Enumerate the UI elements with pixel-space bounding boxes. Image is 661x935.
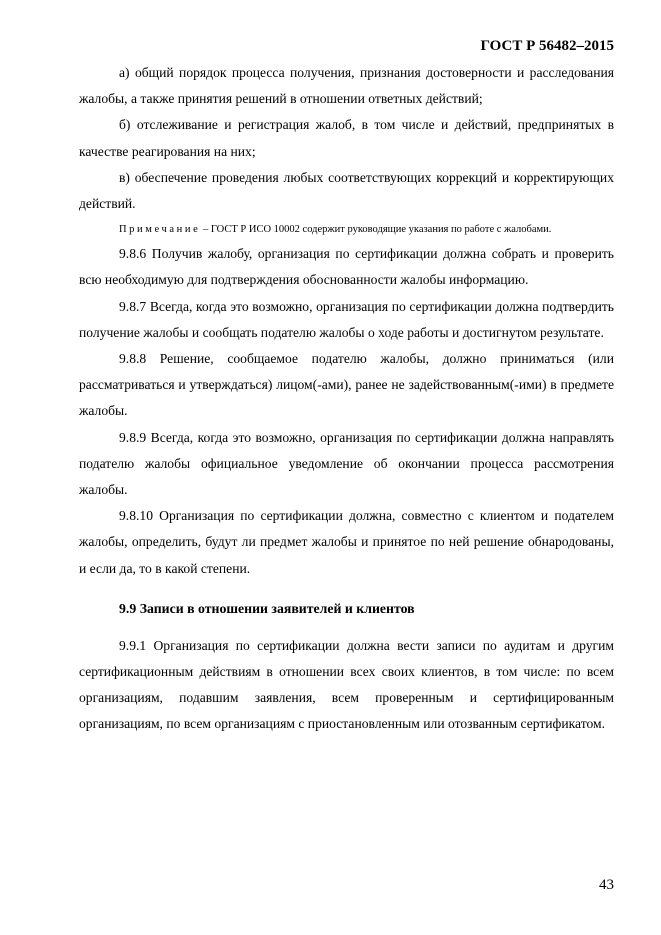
document-code: ГОСТ Р 56482–2015 bbox=[480, 38, 614, 54]
page-body bbox=[79, 60, 614, 738]
list-item-a: а) общий порядок процесса получения, признания достоверности и расследования жалобы, а также принятия решений в отношении ответных действий; bbox=[79, 65, 614, 107]
clause-9-9-1: 9.9.1 Организация по сертификации должна вести записи по аудитам и другим сертификационным действиям в отношении всех своих клиентов, в том числе: по всем организациям, подавшим заявления, всем проверенным и сертифицированным организациям, по всем организациям с приостановленным или отозванным сертификатом. bbox=[79, 637, 614, 732]
clause-9-8-8: 9.8.8 Решение, сообщаемое подателю жалобы, должно приниматься (или рассматриваться и утверждаться) лицом(-ами), ранее не задействованным(-ими) в предмете жалобы. bbox=[79, 351, 614, 419]
clause-9-8-6: 9.8.6 Получив жалобу, организация по сертификации должна собрать и проверить всю необходимую для подтверждения обоснованности жалобы информацию. bbox=[79, 246, 614, 288]
section-heading: 9.9 Записи в отношении заявителей и клиентов bbox=[119, 600, 415, 616]
list-item-b: б) отслеживание и регистрация жалоб, в том числе и действий, предпринятых в качестве реагирования на них; bbox=[79, 117, 614, 159]
clause-9-8-7: 9.8.7 Всегда, когда это возможно, организация по сертификации должна подтвердить получение жалобы и сообщать подателю жалобы о ходе работы и достигнутом результате. bbox=[79, 298, 614, 340]
clause-9-8-9: 9.8.9 Всегда, когда это возможно, организация по сертификации должна направлять подателю жалобы официальное уведомление об окончании процесса рассмотрения жалобы. bbox=[79, 429, 614, 498]
list-item-c: в) обеспечение проведения любых соответствующих коррекций и корректирующих действий. bbox=[79, 169, 614, 212]
clause-9-8-10: 9.8.10 Организация по сертификации должна, совместно с клиентом и подателем жалобы, определить, будут ли предмет жалобы и принятое по ней решение обнародованы, и если да, то в какой степени. bbox=[79, 508, 614, 576]
note bbox=[79, 223, 614, 236]
note-label: Примечание bbox=[119, 224, 201, 236]
note-text: – ГОСТ Р ИСО 10002 содержит руководящие указания по работе с жалобами. bbox=[200, 224, 552, 236]
page-number: 43 bbox=[599, 877, 614, 893]
